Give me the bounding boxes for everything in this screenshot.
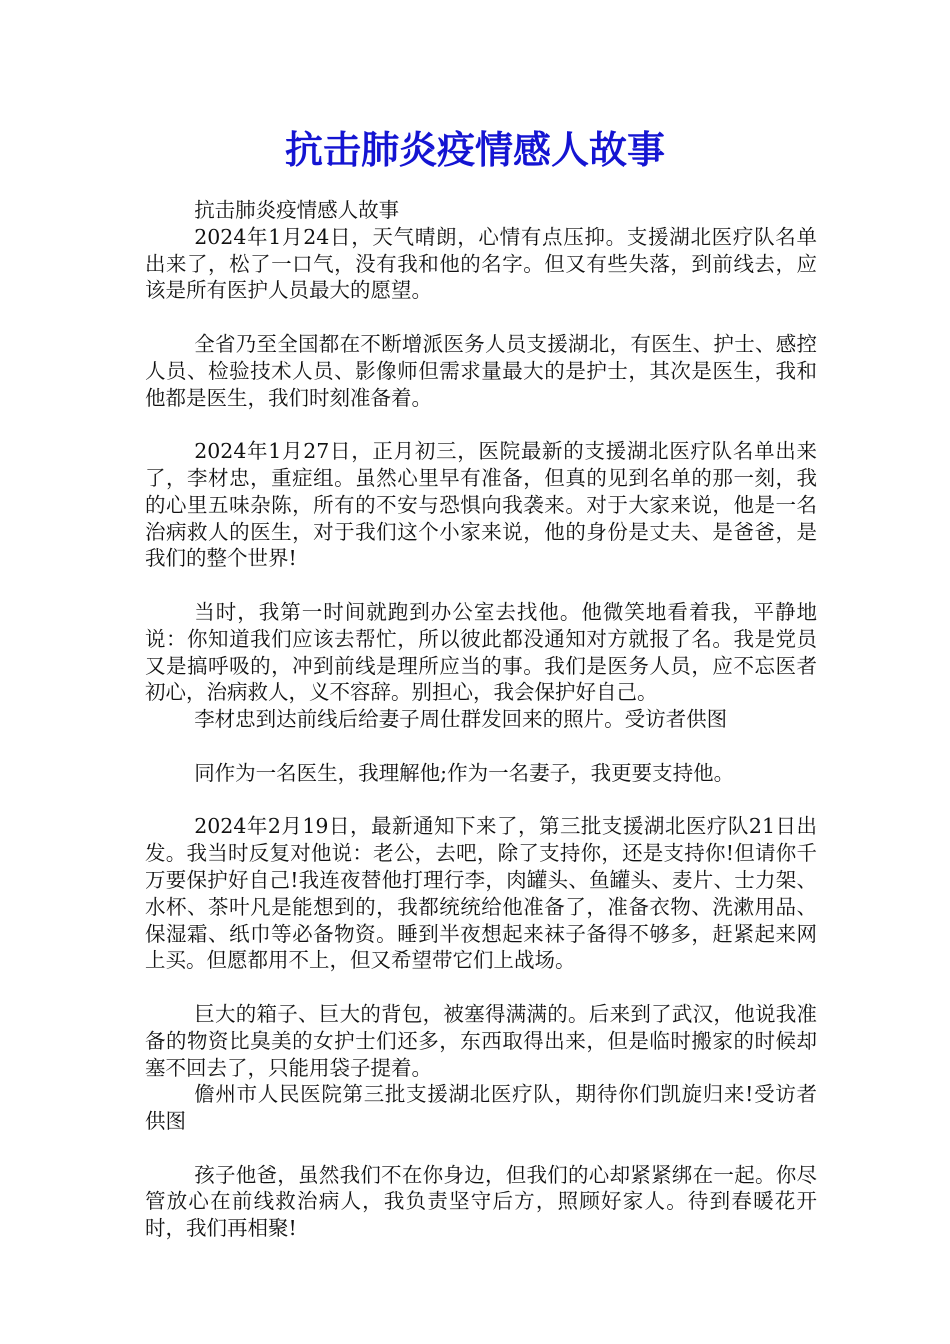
paragraph-office-talk: 当时，我第一时间就跑到办公室去找他。他微笑地看着我，平静地说：你知道我们应该去帮忙，所以彼此都没通知对方就报了名。我是党员又是搞呼吸的，冲到前线是理所应当的事。我们是医务人员，应不忘医者初心，治病救人，义不容辞。别担心，我会保护好自己。 bbox=[145, 599, 817, 705]
intro-heading-paragraph: 抗击肺炎疫情感人故事 bbox=[194, 198, 400, 222]
photo-caption-2: 儋州市人民医院第三批支援湖北医疗队，期待你们凯旋归来!受访者供图 bbox=[145, 1082, 817, 1134]
document-body bbox=[145, 197, 817, 1242]
document-title: 抗击肺炎疫情感人故事 bbox=[284, 127, 665, 172]
paragraph-support: 同作为一名医生，我理解他;作为一名妻子，我更要支持他。 bbox=[194, 760, 735, 785]
paragraph-luggage: 巨大的箱子、巨大的背包，被塞得满满的。后来到了武汉，他说我准备的物资比臭美的女护士们还多，东西取得出来，但是临时搬家的时候却塞不回去了，只能用袋子提着。 bbox=[145, 1001, 817, 1080]
paragraph-closing: 孩子他爸，虽然我们不在你身边，但我们的心却紧紧绑在一起。你尽管放心在前线救治病人，我负责坚守后方，照顾好家人。待到春暖花开时，我们再相聚! bbox=[145, 1162, 817, 1241]
paragraph-feb-19: 2024年2月19日，最新通知下来了，第三批支援湖北医疗队21日出发。我当时反复对他说：老公，去吧，除了支持你，还是支持你!但请你千万要保护好自己!我连夜替他打理行李，肉罐头、鱼罐头、麦片、士力架、水杯、茶叶凡是能想到的，我都统统给他准备了，准备衣物、洗漱用品、保湿霜、纸巾等必备物资。睡到半夜想起来袜子备得不够多，赶紧起来网上买。但愿都用不上，但又希望带它们上战场。 bbox=[145, 814, 817, 973]
paragraph-jan-27: 2024年1月27日，正月初三，医院最新的支援湖北医疗队名单出来了，李材忠，重症组。虽然心里早有准备，但真的见到名单的那一刻，我的心里五味杂陈，所有的不安与恐惧向我袭来。对于大家来说，他是一名治病救人的医生，对于我们这个小家来说，他的身份是丈夫、是爸爸，是我们的整个世界! bbox=[145, 439, 817, 571]
photo-caption-1: 李材忠到达前线后给妻子周仕群发回来的照片。受访者供图 bbox=[194, 707, 728, 732]
paragraph-jan-24: 2024年1月24日，天气晴朗，心情有点压抑。支援湖北医疗队名单出来了，松了一口气，没有我和他的名字。但又有些失落，到前线去，应该是所有医护人员最大的愿望。 bbox=[145, 224, 817, 303]
paragraph-reinforcements: 全省乃至全国都在不断增派医务人员支援湖北，有医生、护士、感控人员、检验技术人员、影像师但需求量最大的是护士，其次是医生，我和他都是医生，我们时刻准备着。 bbox=[145, 331, 817, 410]
